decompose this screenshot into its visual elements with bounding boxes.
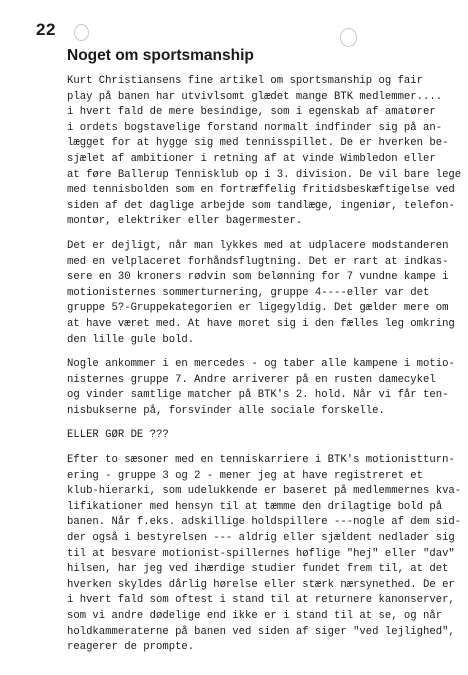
text-line: hverken skyldes dårlig hørelse eller stærk nærsynethed. De er [67,578,455,591]
text-line: motionisternes sommerturnering, gruppe 4----eller var det [67,286,430,299]
text-line: den lille gule bold. [67,333,195,346]
paragraph [67,357,462,419]
text-line: sjælet af ambitioner i retning af at vinde Wimbledon eller [67,152,436,165]
article-title: Noget om sportsmanship [67,47,254,64]
text-line: play på banen har utvivlsomt glædet mange BTK medlemmer.... [67,90,443,103]
text-line: siden af det daglige arbejde som tandlæge, ingeniør, telefon- [67,199,455,212]
text-line: Kurt Christiansens fine artikel om sportsmanship og fair [67,75,424,87]
text-line: som vi andre dødelige end ikke er i stand til at se, og når [67,610,443,622]
paragraph [67,74,462,230]
text-line: lifikationer med hensyn til at tæmme den drilagtige bold på [67,500,443,513]
text-line: banen. Når f.eks. adskillige holdspillere ---nogle af dem sid- [67,516,462,529]
page-number: 22 [36,20,56,39]
text-line: at have været med. At have moret sig i den fælles leg omkring [67,317,455,330]
text-line: med tennisbolden som en fortræffelig fritidsbeskæftigelse ved [67,184,455,197]
text-line: i ordets bogstavelige forstand normalt indfinder sig på an- [67,121,443,134]
text-line: ELLER GØR DE ??? [67,429,169,442]
text-line: reagerer de prompte. [67,641,195,654]
text-line: Det er dejligt, når man lykkes med at udplacere modstanderen [67,239,449,252]
text-line: der også i bestyrelsen --- aldrig eller sjældent nedlader sig [67,532,455,545]
text-line: Efter to sæsoner med en tenniskarriere i BTK's motionistturn- [67,454,455,467]
text-line: med en velplaceret forhåndsflugtning. Det er rart at indkas- [67,255,449,268]
article-body [67,74,462,665]
text-line: til at besvare motionist-spillernes høflige "hej" eller "dav" [67,547,455,560]
paragraph [67,239,462,348]
text-line: klub-hierarki, som udelukkende er baseret på medlemmernes kva- [67,485,462,498]
punch-hole-mark [340,28,357,47]
text-line: holdkammeraterne på banen ved siden af siger "ved lejlighed", [67,625,455,638]
text-line: i hvert fald de mere besindige, som i egenskab af amatører [67,106,436,119]
text-line: i hvert fald som oftest i stand til at returnere kanonserver, [67,594,455,607]
text-line: ering - gruppe 3 og 2 - mener jeg at have registreret et [67,469,424,482]
text-line: nisbukserne på, forsvinder alle sociale forskelle. [67,404,385,417]
paragraph [67,453,462,656]
text-line: og vinder samtlige matcher på BTK's 2. hold. Når vi får ten- [67,389,449,402]
text-line: at føre Ballerup Tennisklub op i 3. division. De vil bare lege [67,168,462,181]
text-line: gruppe 5?-Gruppekategorien er ligegyldig. Det gælder mere om [67,302,449,315]
text-line: nisternes gruppe 7. Andre arriverer på en rusten damecykel [67,373,436,386]
text-line: lægget for at hygge sig med tennisspillet. De er hverken be- [67,137,449,150]
punch-hole-mark [74,24,89,41]
text-line: Nogle ankommer i en mercedes - og taber alle kampene i motio- [67,358,455,371]
text-line: sere en 30 kroners rødvin som belønning for 7 vundne kampe i [67,271,449,284]
text-line: hilsen, har jeg ved ihærdige studier fundet frem til, at det [67,563,449,576]
text-line: montør, elektriker eller bagermester. [67,215,303,228]
paragraph [67,428,462,444]
